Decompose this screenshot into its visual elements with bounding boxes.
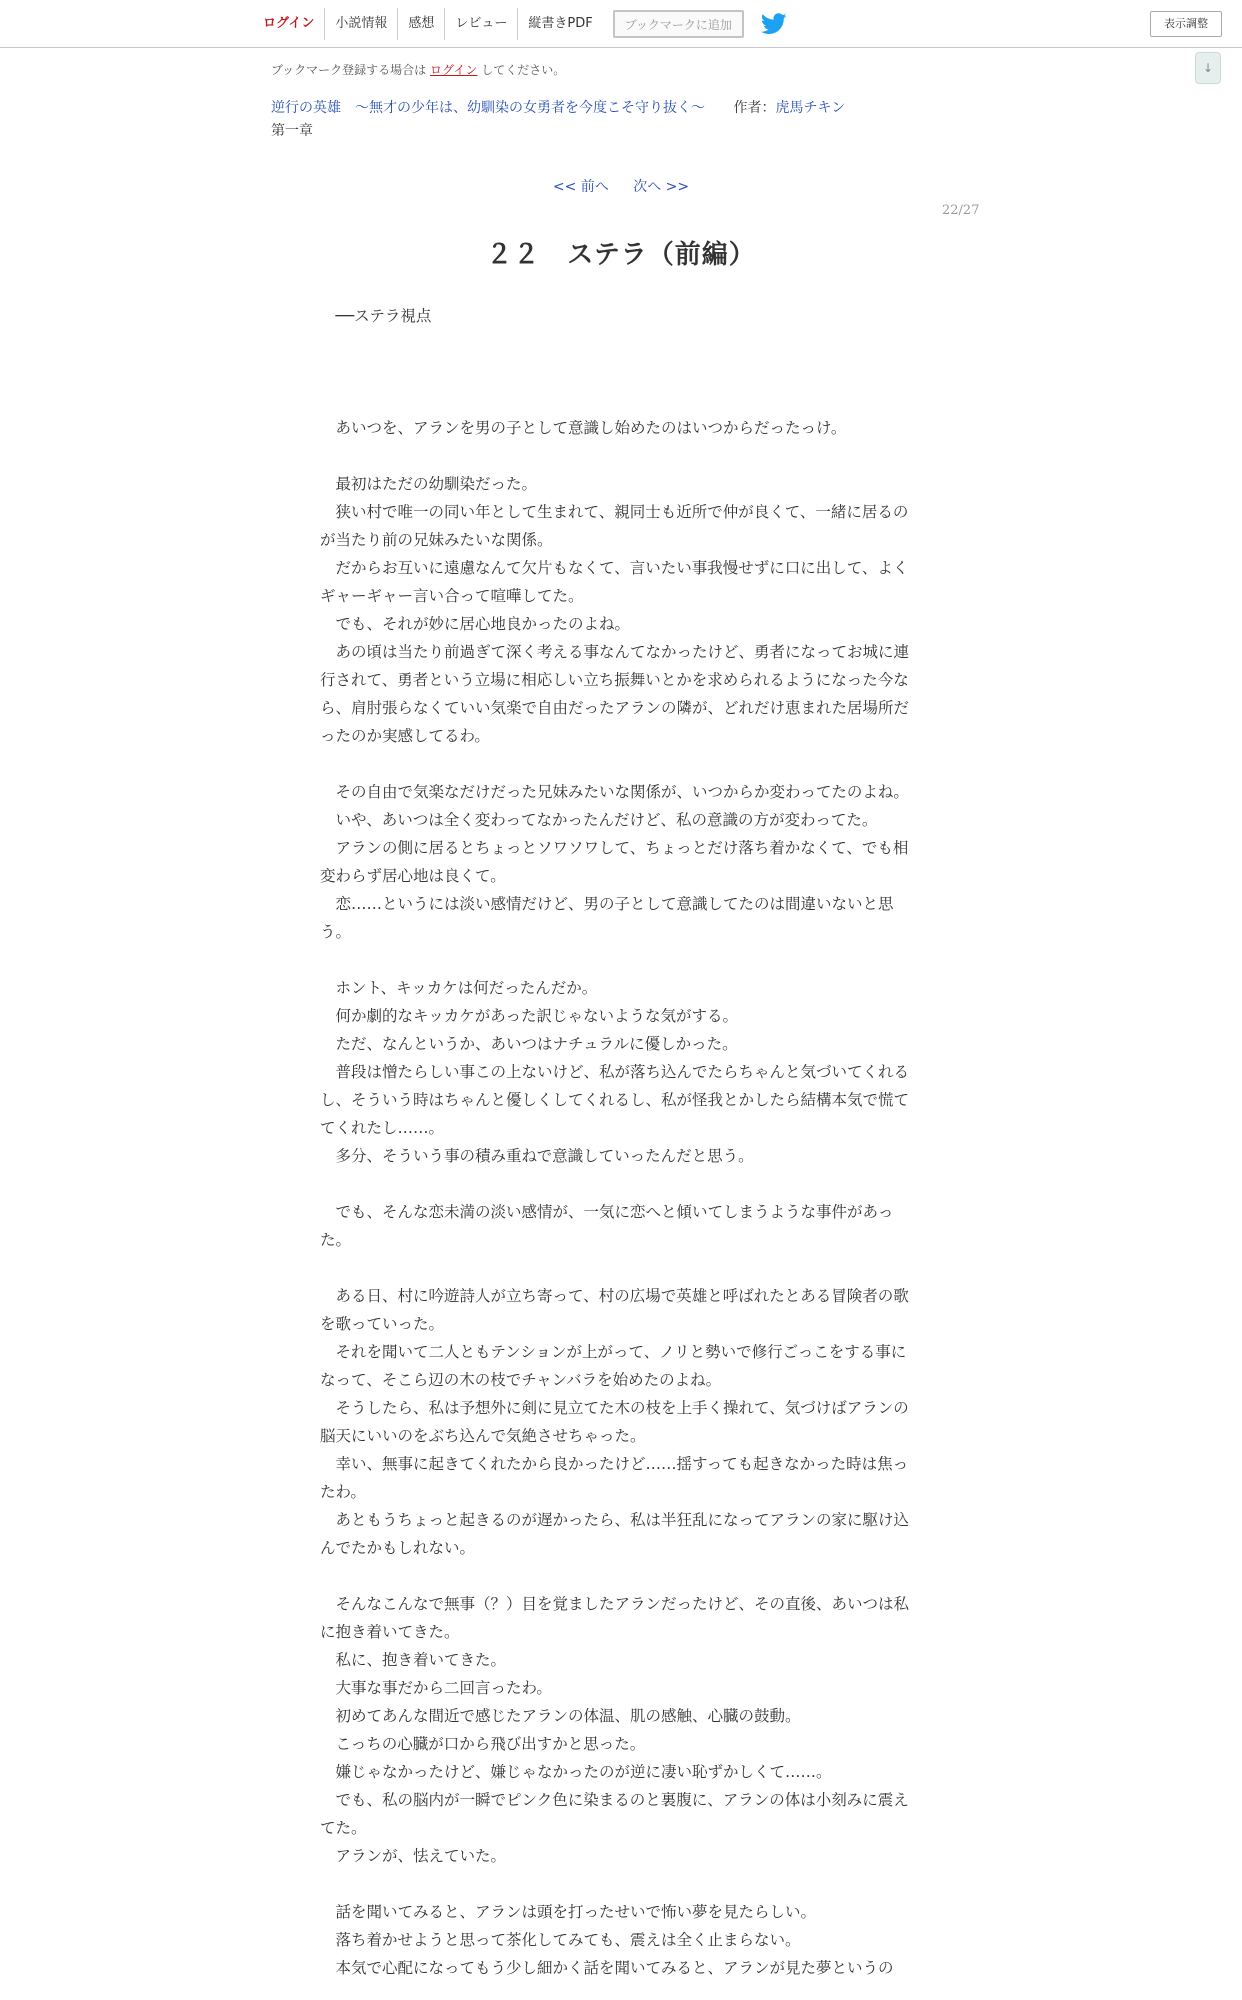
- novel-paragraph: 嫌じゃなかったけど、嫌じゃなかったのが逆に凄い恥ずかしくて……。: [320, 1763, 832, 1781]
- novel-paragraph: ホント、キッカケは何だったんだか。: [320, 979, 598, 997]
- novel-paragraph: 本気で心配になってもう少し細かく話を聞いてみると、アランが見た夢というの: [320, 1959, 894, 1977]
- chapter-name: 第一章: [271, 123, 313, 139]
- page-number: 22/27: [942, 203, 980, 218]
- novel-paragraph: 話を聞いてみると、アランは頭を打ったせいで怖い夢を見たらしい。: [320, 1903, 817, 1921]
- novel-paragraph: こっちの心臓が口から飛び出すかと思った。: [320, 1735, 646, 1753]
- novel-paragraph: ある日、村に吟遊詩人が立ち寄って、村の広場で英雄と呼ばれたとある冒険者の歌を歌っていった。: [320, 1287, 909, 1333]
- blank-line: [320, 1870, 920, 1898]
- scroll-down-button[interactable]: ↓: [1195, 52, 1221, 84]
- notice-suffix: してください。: [481, 63, 566, 77]
- bookmark-login-notice: [271, 61, 565, 78]
- series-info: [271, 97, 845, 117]
- novel-paragraph: いや、あいつは全く変わってなかったんだけど、私の意識の方が変わってた。: [320, 811, 878, 829]
- novel-body: [320, 302, 920, 1982]
- notice-prefix: ブックマーク登録する場合は: [271, 63, 427, 77]
- blank-line: [320, 1254, 920, 1282]
- episode-title: ２２ ステラ（前編）: [486, 240, 756, 270]
- blank-line: [320, 330, 920, 358]
- novel-paragraph: ただ、なんというか、あいつはナチュラルに優しかった。: [320, 1035, 738, 1053]
- novel-paragraph: その自由で気楽なだけだった兄妹みたいな関係が、いつからか変わってたのよね。: [320, 783, 909, 801]
- novel-paragraph: 落ち着かせようと思って茶化してみても、震えは全く止まらない。: [320, 1931, 801, 1949]
- main-nav: [253, 8, 787, 40]
- novel-paragraph: でも、それが妙に居心地良かったのよね。: [320, 615, 631, 633]
- author-label: 作者：: [733, 100, 776, 116]
- nav-impressions-link[interactable]: 感想: [397, 8, 444, 40]
- novel-paragraph: そんなこんなで無事（？）目を覚ましたアランだったけど、その直後、あいつは私に抱き着いてきた。: [320, 1595, 910, 1641]
- novel-paragraph: 幸い、無事に起きてくれたから良かったけど……揺すっても起きなかった時は焦ったわ。: [320, 1455, 909, 1501]
- novel-paragraph: ──ステラ視点: [320, 307, 432, 325]
- novel-paragraph: それを聞いて二人ともテンションが上がって、ノリと勢いで修行ごっこをする事になって、そこら辺の木の枝でチャンバラを始めたのよね。: [320, 1343, 907, 1389]
- blank-line: [320, 442, 920, 470]
- novel-paragraph: 最初はただの幼馴染だった。: [320, 475, 538, 493]
- twitter-icon[interactable]: [761, 13, 787, 35]
- nav-vertical-pdf-link[interactable]: 縦書きPDF: [517, 8, 602, 40]
- blank-line: [320, 358, 920, 386]
- novel-paragraph: アランの側に居るとちょっとソワソワして、ちょっとだけ落ち着かなくて、でも相変わらず居心地は良くて。: [320, 839, 909, 885]
- blank-line: [320, 946, 920, 974]
- nav-novel-info-link[interactable]: 小説情報: [324, 8, 397, 40]
- nav-review-link[interactable]: レビュー: [444, 8, 517, 40]
- episode-pager: [0, 176, 1242, 196]
- novel-paragraph: だからお互いに遠慮なんて欠片もなくて、言いたい事我慢せずに口に出して、よくギャーギャー言い合って喧嘩してた。: [320, 559, 909, 605]
- novel-paragraph: 何か劇的なキッカケがあった訳じゃないような気がする。: [320, 1007, 739, 1025]
- author-link[interactable]: 虎馬チキン: [775, 100, 846, 116]
- novel-paragraph: あともうちょっと起きるのが遅かったら、私は半狂乱になってアランの家に駆け込んでたかもしれない。: [320, 1511, 910, 1557]
- novel-paragraph: でも、私の脳内が一瞬でピンク色に染まるのと裏腹に、アランの体は小刻みに震えてた。: [320, 1791, 909, 1837]
- novel-paragraph: 普段は憎たらしい事この上ないけど、私が落ち込んでたらちゃんと気づいてくれるし、そういう時はちゃんと優しくしてくれるし、私が怪我とかしたら結構本気で慌ててくれたし……。: [320, 1063, 910, 1137]
- novel-paragraph: そうしたら、私は予想外に剣に見立てた木の枝を上手く操れて、気づけばアランの脳天にいいのをぶち込んで気絶させちゃった。: [320, 1399, 909, 1445]
- novel-paragraph: アランが、怯えていた。: [320, 1847, 507, 1865]
- novel-paragraph: 初めてあんな間近で感じたアランの体温、肌の感触、心臓の鼓動。: [320, 1707, 801, 1725]
- notice-login-link[interactable]: ログイン: [430, 63, 478, 77]
- top-header: [0, 0, 1242, 48]
- novel-paragraph: 恋……というには淡い感情だけど、男の子として意識してたのは間違いないと思う。: [320, 895, 894, 941]
- series-title-link[interactable]: 逆行の英雄 ～無才の少年は、幼馴染の女勇者を今度こそ守り抜く～: [271, 100, 705, 116]
- novel-paragraph: 狭い村で唯一の同い年として生まれて、親同士も近所で仲が良くて、一緒に居るのが当たり前の兄妹みたいな関係。: [320, 503, 909, 549]
- next-episode-link[interactable]: 次へ >>: [633, 179, 690, 195]
- blank-line: [320, 750, 920, 778]
- blank-line: [320, 1170, 920, 1198]
- novel-paragraph: 多分、そういう事の積み重ねで意識していったんだと思う。: [320, 1147, 754, 1165]
- blank-line: [320, 1562, 920, 1590]
- novel-paragraph: あいつを、アランを男の子として意識し始めたのはいつからだったっけ。: [320, 419, 847, 437]
- nav-login-link[interactable]: ログイン: [263, 16, 315, 31]
- add-bookmark-button[interactable]: ブックマークに追加: [613, 10, 744, 38]
- novel-paragraph: 大事な事だから二回言ったわ。: [320, 1679, 552, 1697]
- display-settings-button[interactable]: 表示調整: [1150, 11, 1222, 37]
- novel-paragraph: あの頃は当たり前過ぎて深く考える事なんてなかったけど、勇者になってお城に連行されて、勇者という立場に相応しい立ち振舞いとかを求められるようになった今なら、肩肘張らなくていい気楽で自由だったアランの隣が、どれだけ恵まれた居場所だったのか実感してるわ。: [320, 643, 910, 745]
- novel-paragraph: 私に、抱き着いてきた。: [320, 1651, 507, 1669]
- prev-episode-link[interactable]: << 前へ: [552, 179, 609, 195]
- novel-paragraph: でも、そんな恋未満の淡い感情が、一気に恋へと傾いてしまうような事件があった。: [320, 1203, 894, 1249]
- blank-line: [320, 386, 920, 414]
